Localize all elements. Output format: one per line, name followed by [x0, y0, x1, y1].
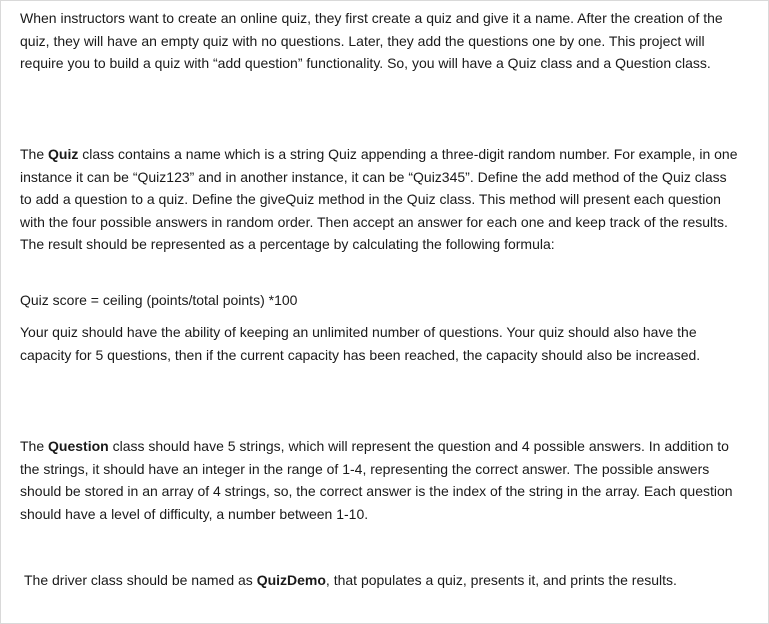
quiz-class-description: class contains a name which is a string Quiz appending a three-digit random number. For example, in one instance it can be “Quiz123” and in another instance, it can be “Quiz345”. Define the add method of the Quiz class to add a question to a quiz. Define the giveQuiz method in the Quiz class. This method will present each question with the four possible answers in random order. Then accept an answer for each one and keep track of the results. The result should be represented as a percentage by calculating the following formula:	[20, 146, 738, 252]
quiz-class-name: Quiz	[48, 146, 79, 162]
driver-class-lead: The driver class should be named as	[24, 572, 257, 588]
intro-paragraph: When instructors want to create an online quiz, they first create a quiz and give it a name. After the creation of the quiz, they will have an empty quiz with no questions. Later, they add the questions one by one. This project will require you to build a quiz with “add question” functionality. So, you will have a Quiz class and a Question class.	[20, 10, 723, 71]
formula-paragraph: Quiz score = ceiling (points/total points) *100	[20, 292, 298, 308]
question-class-lead: The	[20, 438, 49, 454]
driver-class-description: , that populates a quiz, presents it, and prints the results.	[325, 572, 677, 588]
question-class-paragraph	[20, 435, 742, 525]
question-class-description: class should have 5 strings, which will represent the question and 4 possible answers. In addition to the strings, it should have an integer in the range of 1-4, representing the correct answer. The possible answers should be stored in an array of 4 strings, so, the correct answer is the index of the string in the array. Each question should have a level of difficulty, a number between 1-10.	[20, 438, 733, 522]
driver-class-paragraph	[24, 569, 742, 592]
quiz-class-paragraph	[20, 143, 742, 256]
question-class-name: Question	[48, 438, 109, 454]
capacity-paragraph: Your quiz should have the ability of keeping an unlimited number of questions. Your quiz should also have the capacity for 5 questions, then if the current capacity has been reached, the capacity should also be increased.	[20, 324, 701, 363]
quiz-class-lead: The	[20, 146, 49, 162]
driver-class-name: QuizDemo	[256, 572, 326, 588]
